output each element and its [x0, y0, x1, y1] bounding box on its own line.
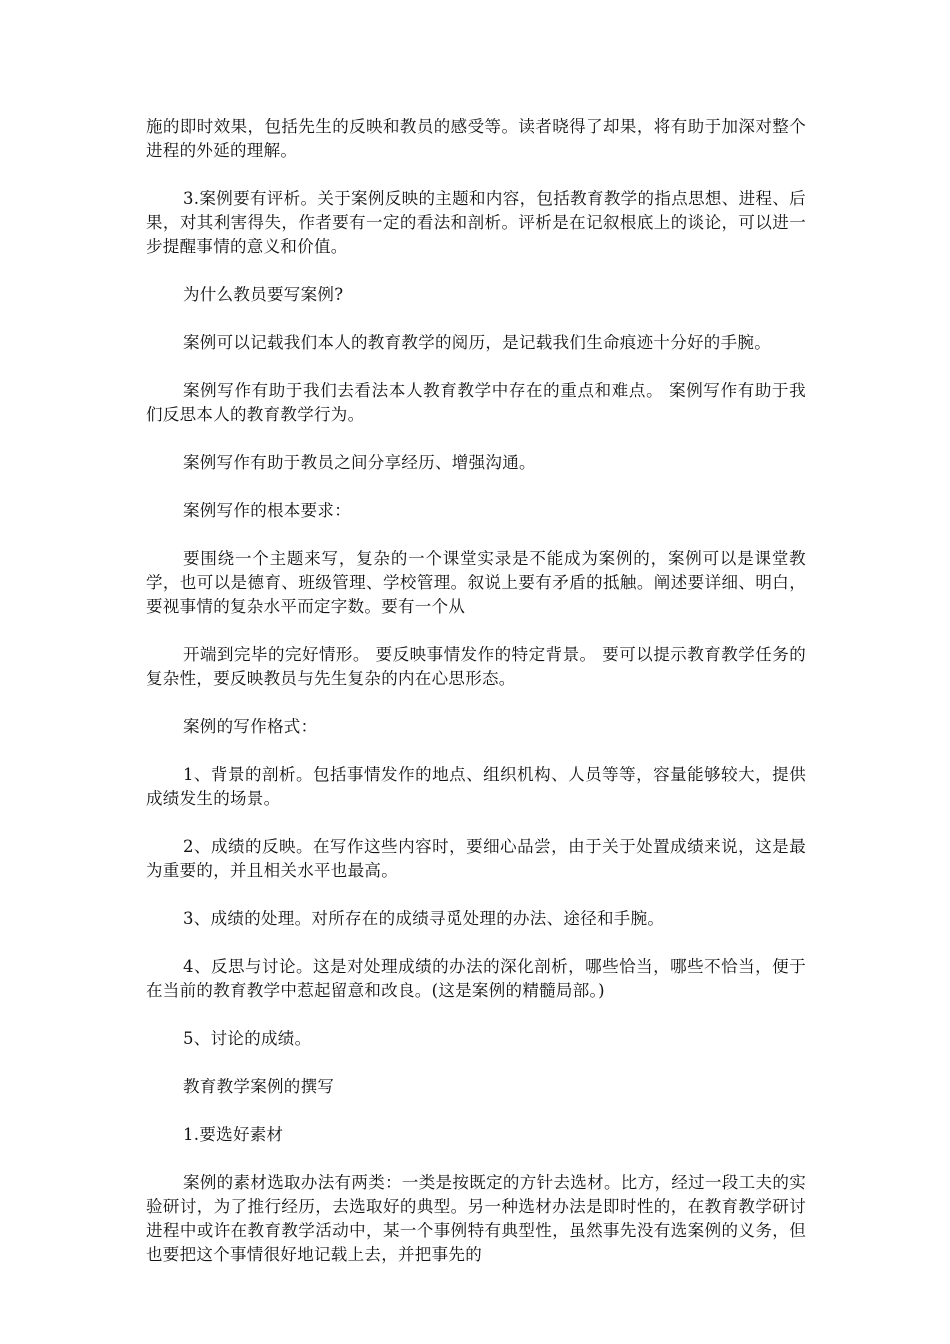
paragraph-reflect-teaching: 案例写作有助于我们去看法本人教育教学中存在的重点和难点。 案例写作有助于我们反思本人的教育教学行为。 — [146, 381, 806, 424]
heading-case-writing: 教育教学案例的撰写 — [183, 1077, 335, 1096]
list-item-background: 1、背景的剖析。包括事情发作的地点、组织机构、人员等等，容量能够较大，提供成绩发生的场景。 — [146, 765, 806, 808]
list-item-solution: 3、成绩的处理。对所存在的成绩寻觅处理的办法、途径和手腕。 — [183, 909, 665, 928]
paragraph-share-experience: 案例写作有助于教员之间分享经历、增强沟通。 — [183, 453, 536, 472]
heading-choose-material: 1.要选好素材 — [183, 1125, 284, 1144]
paragraph-theme-requirement: 要围绕一个主题来写，复杂的一个课堂实录是不能成为案例的，案例可以是课堂教学，也可以是德育、班级管理、学校管理。叙说上要有矛盾的抵触。阐述要详细、明白，要视事情的复杂水平而定字数。要有一个从 — [146, 549, 806, 616]
document-body — [146, 115, 806, 1291]
paragraph-continuation: 施的即时效果，包括先生的反映和教员的感受等。读者晓得了却果，将有助于加深对整个进程的外延的理解。 — [146, 117, 806, 160]
list-item-problem: 2、成绩的反映。在写作这些内容时，要细心品尝，由于关于处置成绩来说，这是最为重要的，并且相关水平也最高。 — [146, 837, 806, 880]
list-item-reflection: 4、反思与讨论。这是对处理成绩的办法的深化剖析，哪些恰当，哪些不恰当，便于在当前的教育教学中惹起留意和改良。(这是案例的精髓局部。) — [146, 957, 806, 1000]
heading-why-write-cases: 为什么教员要写案例? — [183, 285, 344, 304]
paragraph-record-experience: 案例可以记载我们本人的教育教学的阅历，是记载我们生命痕迹十分好的手腕。 — [183, 333, 771, 352]
paragraph-material-selection: 案例的素材选取办法有两类：一类是按既定的方针去选材。比方，经过一段工夫的实验研讨，为了推行经历，去选取好的典型。另一种选材办法是即时性的，在教育教学研讨进程中或许在教育教学活动中，某一个事例特有典型性，虽然事先没有选案例的义务，但也要把这个事情很好地记载上去，并把事先的 — [146, 1173, 806, 1264]
paragraph-case-evaluation: 3.案例要有评析。关于案例反映的主题和内容，包括教育教学的指点思想、进程、后果，对其利害得失，作者要有一定的看法和剖析。评析是在记叙根底上的谈论，可以进一步提醒事情的意义和价值。 — [146, 189, 806, 256]
paragraph-complete-situation: 开端到完毕的完好情形。 要反映事情发作的特定背景。 要可以提示教育教学任务的复杂性，要反映教员与先生复杂的内在心思形态。 — [146, 645, 806, 688]
list-item-discussion: 5、讨论的成绩。 — [183, 1029, 312, 1048]
heading-basic-requirements: 案例写作的根本要求： — [183, 501, 351, 520]
heading-writing-format: 案例的写作格式： — [183, 717, 318, 736]
